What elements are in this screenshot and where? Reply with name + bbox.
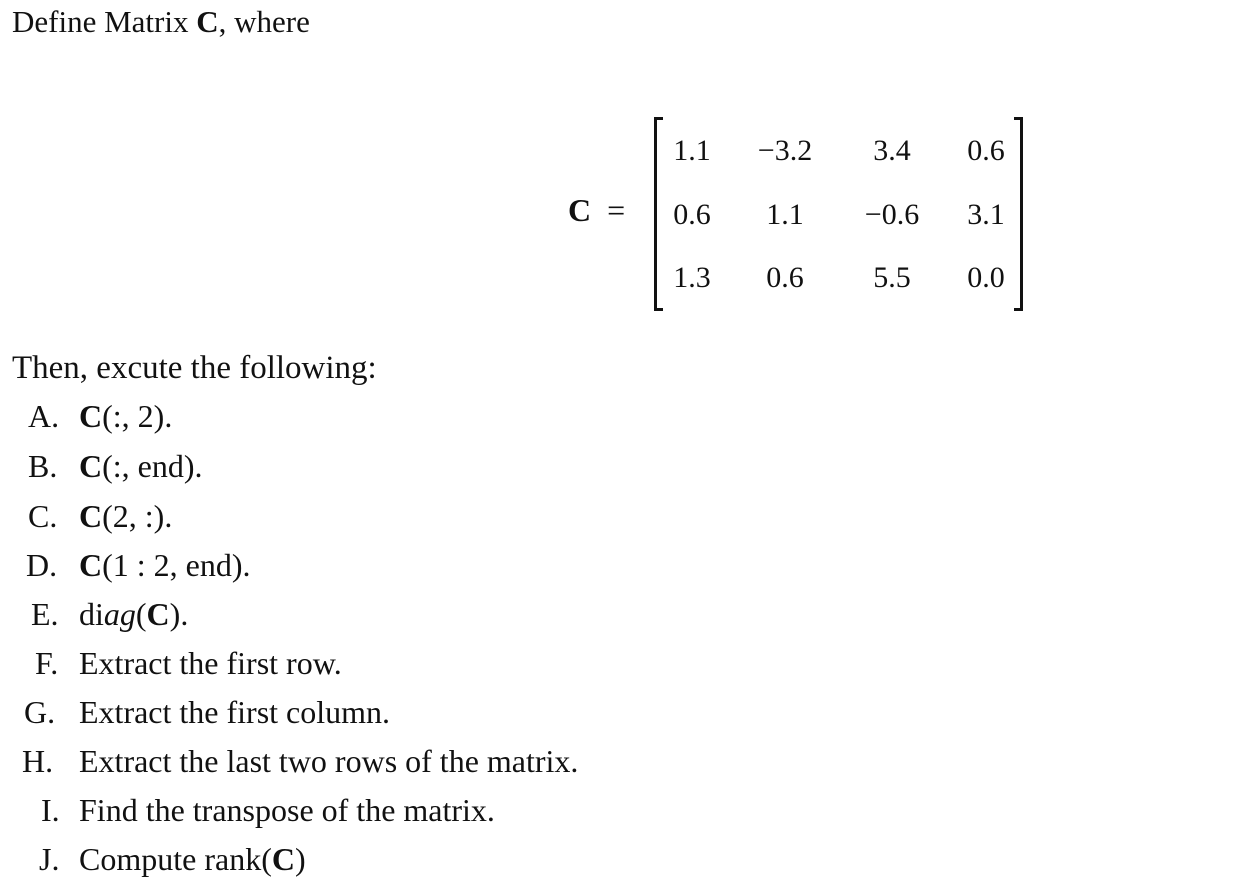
task-label: G. bbox=[24, 694, 56, 730]
intro-suffix: , where bbox=[218, 4, 310, 39]
task-matrix-symbol: C bbox=[271, 841, 295, 877]
task-item bbox=[28, 396, 173, 436]
task-item bbox=[26, 545, 251, 585]
task-text: Compute rank( bbox=[79, 841, 272, 877]
task-label: E. bbox=[31, 596, 59, 632]
matrix-cell: 3.1 bbox=[967, 198, 1005, 231]
matrix-cell: 5.5 bbox=[873, 261, 911, 294]
task-item bbox=[31, 594, 189, 634]
task-label: B. bbox=[28, 448, 58, 484]
task-expression: (2, :). bbox=[102, 498, 173, 534]
intro-line bbox=[12, 4, 310, 40]
intro-prefix: Define Matrix bbox=[12, 4, 197, 39]
matrix-cell: 1.3 bbox=[673, 261, 711, 294]
task-item bbox=[24, 692, 391, 732]
matrix-cell: 0.6 bbox=[967, 134, 1005, 167]
task-text: Find the transpose of the matrix. bbox=[79, 792, 495, 828]
matrix-cell: 0.6 bbox=[766, 261, 804, 294]
task-matrix-symbol: C bbox=[79, 398, 103, 434]
matrix-cell: 0.6 bbox=[673, 198, 711, 231]
equation-lhs bbox=[568, 192, 625, 228]
task-label: H. bbox=[22, 743, 54, 779]
matrix-cell: 3.4 bbox=[873, 134, 911, 167]
task-expression: ). bbox=[169, 596, 189, 632]
task-label: J. bbox=[39, 841, 60, 877]
instructions-heading: Then, excute the following: bbox=[12, 350, 377, 386]
task-expression: ) bbox=[294, 841, 306, 877]
task-matrix-symbol: C bbox=[79, 547, 103, 583]
matrix-c bbox=[654, 117, 1023, 311]
intro-matrix-symbol: C bbox=[196, 4, 219, 39]
task-function-italic: ag bbox=[103, 596, 136, 632]
task-text: Extract the first column. bbox=[79, 694, 391, 730]
task-matrix-symbol: C bbox=[79, 448, 103, 484]
task-expression: (:, end). bbox=[102, 448, 203, 484]
matrix-cell: −0.6 bbox=[864, 198, 920, 231]
task-expression: (:, 2). bbox=[102, 398, 173, 434]
task-matrix-symbol: C bbox=[79, 498, 103, 534]
task-label: C. bbox=[28, 498, 58, 534]
equals-sign: = bbox=[607, 192, 626, 228]
equation-symbol: C bbox=[568, 192, 592, 228]
task-label: I. bbox=[41, 792, 60, 828]
task-matrix-symbol: C bbox=[146, 596, 170, 632]
task-item bbox=[41, 790, 495, 830]
task-item bbox=[35, 643, 342, 683]
matrix-cell: −3.2 bbox=[757, 134, 813, 167]
task-label: D. bbox=[26, 547, 58, 583]
task-text: Extract the first row. bbox=[79, 645, 342, 681]
task-expression: (1 : 2, end). bbox=[102, 547, 251, 583]
task-function-prefix: di bbox=[79, 596, 104, 632]
task-item bbox=[39, 839, 306, 879]
task-text: Extract the last two rows of the matrix. bbox=[79, 743, 579, 779]
task-label: A. bbox=[28, 398, 60, 434]
matrix-cell: 1.1 bbox=[766, 198, 804, 231]
task-open-paren: ( bbox=[135, 596, 147, 632]
task-item bbox=[22, 741, 579, 781]
matrix-cell: 0.0 bbox=[967, 261, 1005, 294]
task-label: F. bbox=[35, 645, 59, 681]
task-item bbox=[28, 446, 203, 486]
matrix-cell: 1.1 bbox=[673, 134, 711, 167]
task-item bbox=[28, 496, 173, 536]
